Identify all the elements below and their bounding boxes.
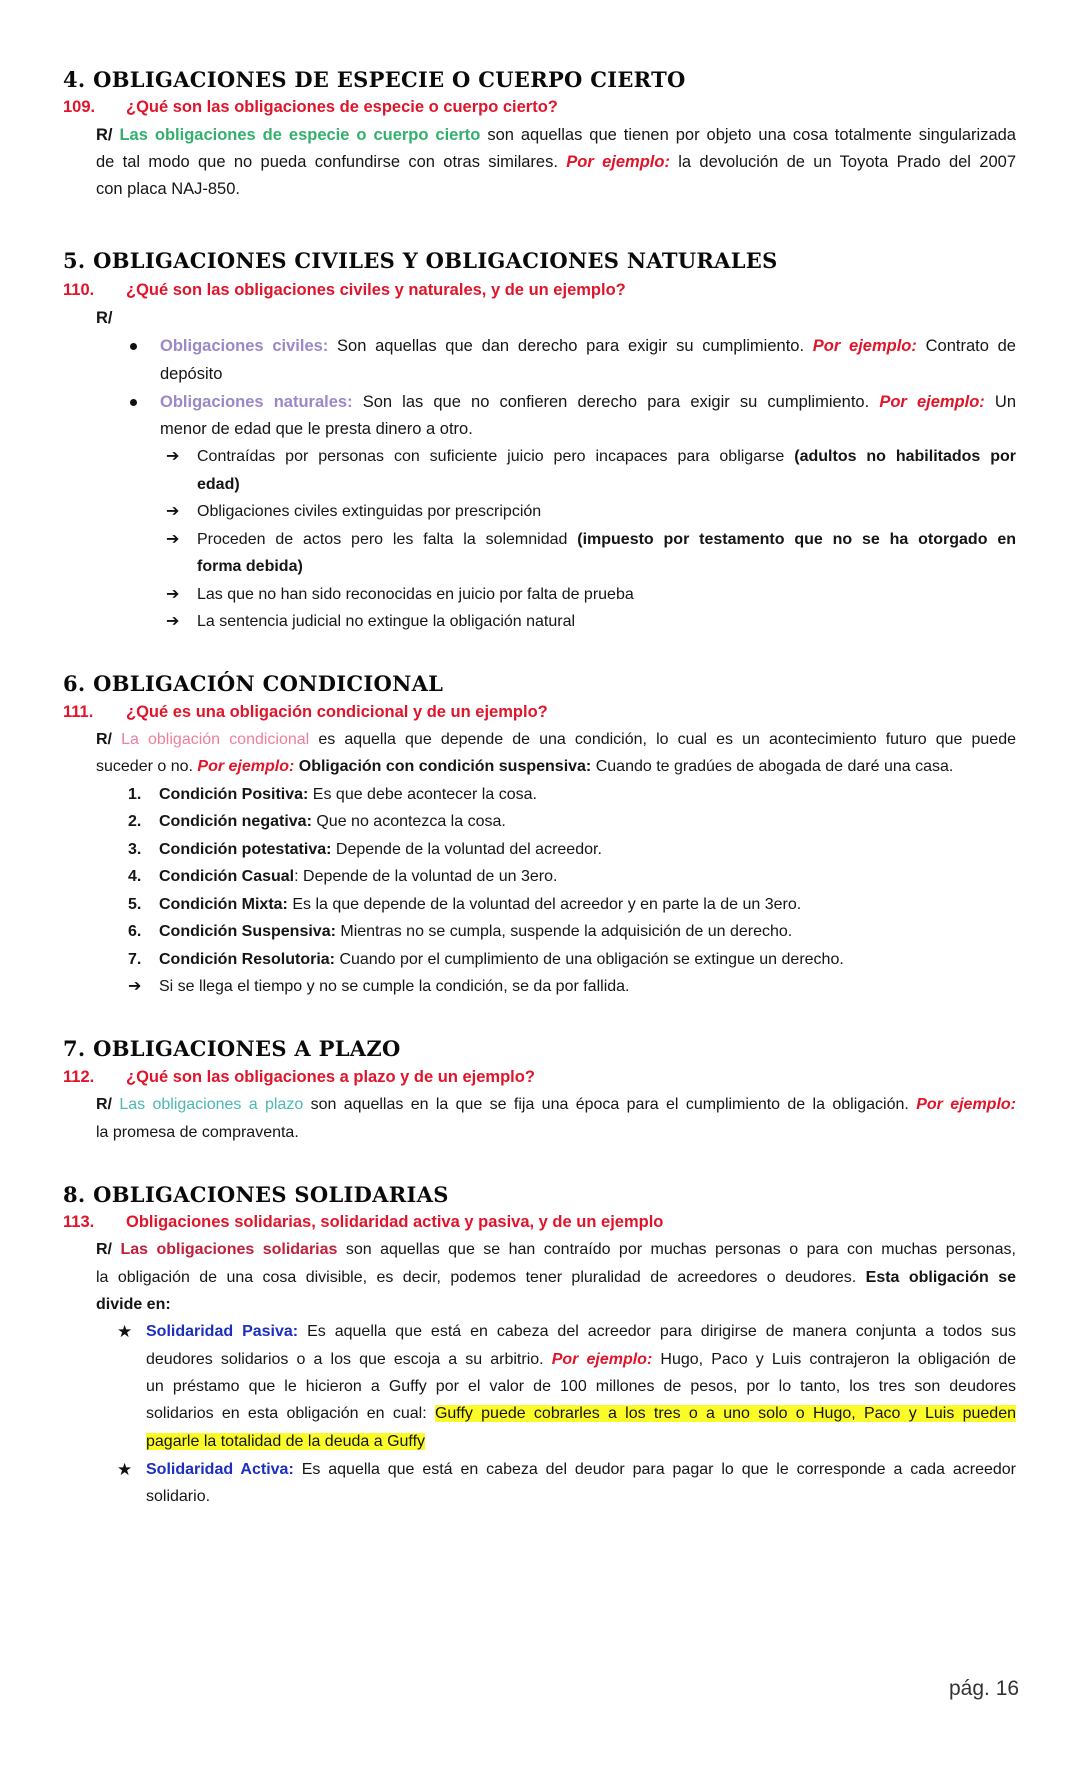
bullet-text: Son las que no confieren derecho para exigir su cumplimiento. <box>362 393 870 411</box>
condition-text: Es que debe acontecer la cosa. <box>312 786 537 803</box>
question-112 <box>63 1065 535 1089</box>
condition-label: Condición Casual <box>159 868 295 885</box>
condition-text: Mientras no se cumpla, suspende la adquisición de un derecho. <box>340 923 793 940</box>
example-label: Por ejemplo: <box>551 1351 653 1368</box>
answer-line <box>96 1266 1016 1290</box>
arrow-item <box>197 528 1016 552</box>
page-number: pág. 16 <box>949 1677 1020 1700</box>
star-line <box>146 1348 1016 1372</box>
example-label: Por ejemplo: <box>812 337 917 355</box>
answer-line: divide en: <box>96 1296 171 1313</box>
condition-note: Si se llega el tiempo y no se cumple la condición, se da por fallida. <box>159 978 630 995</box>
question-109 <box>63 95 558 119</box>
answer-prefix: R/ <box>96 126 113 144</box>
answer-line: con placa NAJ-850. <box>96 180 240 198</box>
example-text: solidarios en esta obligación en cual: <box>146 1405 427 1422</box>
example-text: Cuando te gradúes de abogada de daré una casa. <box>595 758 954 775</box>
bullet-text: Son aquellas que dan derecho para exigir su cumplimiento. <box>337 337 805 355</box>
answer-prefix: R/ <box>96 309 113 327</box>
list-item <box>159 810 506 834</box>
bullet-icon <box>130 343 137 350</box>
list-number: 1. <box>128 786 142 803</box>
question-text: ¿Qué son las obligaciones a plazo y de un ejemplo? <box>126 1068 535 1086</box>
answer-prefix: R/ <box>96 1241 112 1258</box>
question-number: 109. <box>63 98 96 116</box>
question-number: 110. <box>63 281 95 299</box>
bullet-continuation: menor de edad que le presta dinero a otro. <box>160 420 473 438</box>
example-text: la devolución de un Toyota Prado del 2007 <box>678 153 1016 171</box>
star-line: solidario. <box>146 1488 211 1505</box>
answer-line <box>96 1093 1016 1117</box>
condition-text: Depende de la voluntad del acreedor. <box>335 841 602 858</box>
defined-term: Solidaridad Pasiva: <box>146 1323 299 1340</box>
arrow-continuation: forma debida) <box>197 558 303 575</box>
arrow-bold-text: (impuesto por testamento que no se ha otorgado en <box>577 531 1016 548</box>
example-text: Un <box>994 393 1017 411</box>
defined-term: Las obligaciones solidarias <box>120 1241 338 1258</box>
question-text: Obligaciones solidarias, solidaridad activa y pasiva, y de un ejemplo <box>126 1213 664 1231</box>
arrow-right-icon: ➔ <box>128 978 142 995</box>
example-label: Por ejemplo: <box>879 393 985 411</box>
example-text: Hugo, Paco y Luis contrajeron la obligación de <box>660 1351 1017 1368</box>
defined-term: La obligación condicional <box>121 731 310 748</box>
question-113 <box>63 1210 663 1234</box>
answer-text: suceder o no. <box>96 758 193 775</box>
defined-term: Solidaridad Activa: <box>146 1461 294 1478</box>
answer-text: son aquellas que se han contraído por muchas personas o para con muchas personas, <box>345 1241 1017 1258</box>
bullet-item <box>160 390 1016 414</box>
arrow-right-icon: ➔ <box>166 531 180 548</box>
answer-bold-text: Esta obligación se <box>865 1269 1017 1286</box>
list-item <box>159 865 557 889</box>
arrow-text: Proceden de actos pero les falta la solemnidad <box>197 531 568 548</box>
arrow-text: Contraídas por personas con suficiente juicio pero incapaces para obligarse <box>197 448 785 465</box>
question-number: 111. <box>63 703 94 721</box>
arrow-item <box>197 445 1016 469</box>
section-heading-7: 7. OBLIGACIONES A PLAZO <box>63 1036 401 1061</box>
example-text: Contrato de <box>925 337 1016 355</box>
section-heading-8: 8. OBLIGACIONES SOLIDARIAS <box>63 1182 449 1207</box>
arrow-item: La sentencia judicial no extingue la obligación natural <box>197 613 576 630</box>
condition-text: : Depende de la voluntad de un 3ero. <box>294 868 558 885</box>
condition-text: Que no acontezca la cosa. <box>316 813 506 830</box>
answer-prefix: R/ <box>96 731 112 748</box>
list-item <box>159 838 602 862</box>
condition-label: Condición negativa: <box>159 813 312 830</box>
arrow-item: Obligaciones civiles extinguidas por prescripción <box>197 503 542 520</box>
section-heading-4: 4. OBLIGACIONES DE ESPECIE O CUERPO CIERTO <box>63 67 686 92</box>
question-text: ¿Qué son las obligaciones civiles y naturales, y de un ejemplo? <box>126 281 626 299</box>
defined-term: Obligaciones civiles: <box>160 337 329 355</box>
list-number: 6. <box>128 923 142 940</box>
star-item <box>146 1458 1016 1482</box>
star-text: deudores solidarios o a los que escoja a su arbitrio. <box>146 1351 544 1368</box>
bullet-icon <box>130 399 137 406</box>
arrow-bold-text: (adultos no habilitados por <box>794 448 1017 465</box>
arrow-right-icon: ➔ <box>166 503 180 520</box>
example-label: Por ejemplo: <box>916 1096 1016 1113</box>
list-item <box>159 893 801 917</box>
star-text: Es aquella que está en cabeza del acreedor para dirigirse de manera conjunta a todos sus <box>307 1323 1017 1340</box>
condition-label: Condición potestativa: <box>159 841 332 858</box>
star-item <box>146 1320 1016 1344</box>
answer-line <box>96 150 1016 174</box>
list-number: 5. <box>128 896 142 913</box>
highlighted-text: Guffy puede cobrarles a los tres o a uno solo o Hugo, Paco y Luis pueden <box>434 1405 1016 1422</box>
list-item <box>159 783 537 807</box>
list-number: 2. <box>128 813 142 830</box>
defined-term: Las obligaciones a plazo <box>119 1096 304 1113</box>
defined-term: Obligaciones naturales: <box>160 393 353 411</box>
arrow-right-icon: ➔ <box>166 613 180 630</box>
question-number: 113. <box>63 1213 95 1231</box>
condition-text: Es la que depende de la voluntad del acreedor y en parte la de un 3ero. <box>292 896 802 913</box>
star-icon: ★ <box>117 1322 133 1341</box>
arrow-right-icon: ➔ <box>166 586 180 603</box>
condition-label: Condición Suspensiva: <box>159 923 336 940</box>
star-text: Es aquella que está en cabeza del deudor para pagar lo que le corresponde a cada acreedor <box>301 1461 1017 1478</box>
star-line <box>146 1430 425 1454</box>
condition-label: Condición Positiva: <box>159 786 309 803</box>
answer-line <box>96 123 1016 147</box>
arrow-right-icon: ➔ <box>166 448 180 465</box>
answer-prefix: R/ <box>96 1096 112 1113</box>
list-item <box>159 948 844 972</box>
list-item <box>159 920 792 944</box>
list-number: 7. <box>128 951 142 968</box>
condition-label: Condición Mixta: <box>159 896 288 913</box>
list-number: 4. <box>128 868 142 885</box>
question-number: 112. <box>63 1068 95 1086</box>
arrow-item: Las que no han sido reconocidas en juicio por falta de prueba <box>197 586 634 603</box>
condition-label: Condición Resolutoria: <box>159 951 335 968</box>
bullet-continuation: depósito <box>160 365 223 383</box>
example-label: Por ejemplo: <box>566 153 670 171</box>
list-number: 3. <box>128 841 142 858</box>
answer-text: de tal modo que no pueda confundirse con otras similares. <box>96 153 558 171</box>
highlighted-text: pagarle la totalidad de la deuda a Guffy <box>146 1433 426 1450</box>
answer-text: son aquellas en la que se fija una época para el cumplimiento de la obligación. <box>310 1096 909 1113</box>
question-text: ¿Qué son las obligaciones de especie o cuerpo cierto? <box>126 98 558 116</box>
answer-line <box>96 755 953 779</box>
arrow-continuation: edad) <box>197 476 240 493</box>
example-label: Por ejemplo: <box>197 758 295 775</box>
answer-text: es aquella que depende de una condición, lo cual es un acontecimiento futuro que puede <box>318 731 1016 748</box>
bullet-item <box>160 334 1016 358</box>
section-heading-5: 5. OBLIGACIONES CIVILES Y OBLIGACIONES NATURALES <box>63 248 778 273</box>
example-bold-text: Obligación con condición suspensiva: <box>298 758 592 775</box>
question-text: ¿Qué es una obligación condicional y de un ejemplo? <box>126 703 548 721</box>
condition-text: Cuando por el cumplimiento de una obligación se extingue un derecho. <box>339 951 844 968</box>
question-110 <box>63 278 626 302</box>
example-text: un préstamo que le hicieron a Guffy por el valor de 100 millones de pesos, por lo tanto, los tres son deudores <box>146 1378 1016 1395</box>
answer-line <box>96 1238 1016 1262</box>
answer-line: la promesa de compraventa. <box>96 1124 299 1141</box>
defined-term: Las obligaciones de especie o cuerpo cierto <box>119 126 481 144</box>
section-heading-6: 6. OBLIGACIÓN CONDICIONAL <box>63 671 444 696</box>
answer-line <box>96 728 1016 752</box>
star-icon: ★ <box>117 1460 133 1479</box>
answer-text: la obligación de una cosa divisible, es decir, podemos tener pluralidad de acreedores o deudores. <box>96 1269 857 1286</box>
answer-text: son aquellas que tienen por objeto una cosa totalmente singularizada <box>487 126 1016 144</box>
star-line <box>146 1402 1016 1426</box>
question-111 <box>63 700 548 724</box>
star-line <box>146 1375 1016 1399</box>
